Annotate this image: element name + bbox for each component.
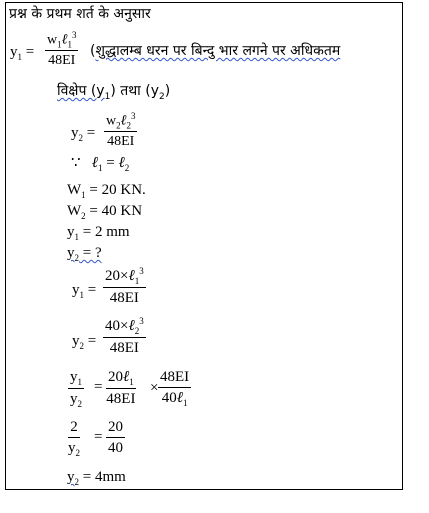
- eq6-fraction-b: 20ℓ$_1$ 48EI: [106, 369, 136, 407]
- eq3-line: ∵ ℓ$_1$ = ℓ$_2$: [71, 155, 130, 173]
- eq1-lhs: $y_1$ =: [10, 44, 35, 62]
- eq4-lhs: $y_1$ =: [72, 282, 97, 300]
- given-y2: $y_2$ = ?: [67, 245, 102, 263]
- eq2-lhs: $y_2$ =: [71, 125, 96, 143]
- note-line-2: विक्षेप $(y_1)$ तथा $(y_2)$: [57, 83, 171, 102]
- document-frame: [5, 2, 403, 490]
- given-w2: $W_2 = 40$ KN: [67, 203, 143, 221]
- eq1-fraction: $w_1\ell_1^3$ 48EI: [47, 30, 77, 69]
- note-line-1: (शुद्धालम्ब धरन पर बिन्दु भार लगने पर अधिकतम: [90, 43, 341, 59]
- eq6-equals: =: [94, 379, 103, 395]
- eq6-fraction-y: $\frac{y_1}{y_2}$: [70, 369, 82, 409]
- eq6-times: ×: [150, 380, 159, 396]
- eq5-fraction: 40×ℓ$_2^3$ 48EI: [105, 316, 144, 356]
- eq7-equals: =: [94, 429, 103, 445]
- eq7-fraction-b: $\frac{20}{40}$: [108, 419, 123, 456]
- eq5-lhs: $y_2$ =: [72, 333, 97, 351]
- eq7-fraction-a: $\frac{2}{y_2}$: [68, 419, 80, 458]
- eq2-fraction: $w_2\ell_2^3$ 48EI: [106, 111, 136, 150]
- given-w1: $W_1 = 20$ KN.: [67, 182, 146, 200]
- heading-text: प्रश्न के प्रथम शर्त के अनुसार: [9, 6, 151, 22]
- eq6-fraction-c: 48EI 40ℓ$_1$: [160, 369, 190, 408]
- given-y1: $y_1 = 2$ mm: [67, 224, 130, 242]
- result-line: $y_2 = 4mm$: [67, 469, 126, 487]
- eq4-fraction: 20×ℓ$_1^3$ 48EI: [105, 266, 144, 306]
